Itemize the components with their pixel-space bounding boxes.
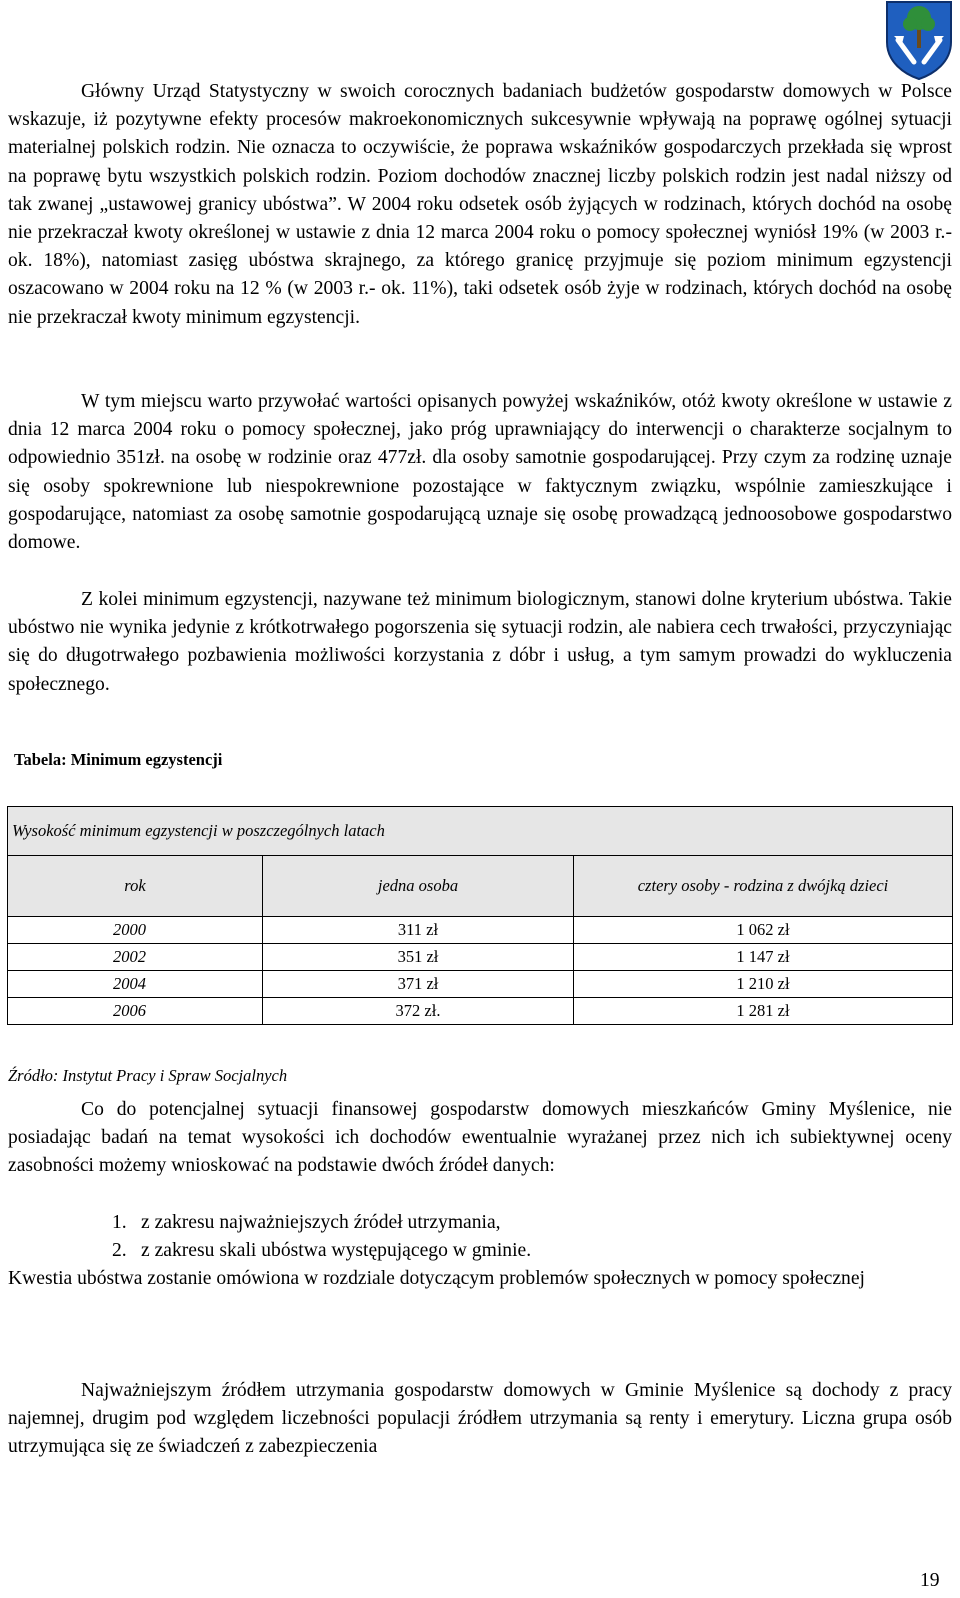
cell-four-persons: 1 147 zł	[574, 944, 953, 971]
minimum-table	[7, 806, 953, 1025]
cell-year: 2002	[8, 944, 263, 971]
list-item-text: z zakresu skali ubóstwa występującego w gminie.	[141, 1240, 532, 1262]
table-row	[8, 944, 953, 971]
table-row	[8, 971, 953, 998]
table-header-row	[8, 856, 953, 917]
list-item	[112, 1209, 531, 1237]
paragraph-finances-text: Co do potencjalnej sytuacji finansowej gospodarstw domowych mieszkańców Gminy Myślenice, nie posiadając badań na temat wysokości ich dochodów ewentualnie wyrażanej przez nich ich subiektywnej oceny zasobności możemy wnioskować na podstawie dwóch źródeł danych:	[8, 1099, 952, 1177]
paragraph-minimum	[8, 586, 952, 699]
list-item-number: 2.	[112, 1240, 127, 1262]
table-row	[8, 998, 953, 1025]
cell-one-person: 311 zł	[263, 917, 574, 944]
sources-list	[112, 1209, 531, 1265]
cell-one-person: 371 zł	[263, 971, 574, 998]
cell-four-persons: 1 210 zł	[574, 971, 953, 998]
paragraph-poverty-note	[8, 1265, 952, 1293]
page-number: 19	[920, 1570, 940, 1591]
paragraph-thresholds	[8, 388, 952, 557]
paragraph-finances	[8, 1096, 952, 1181]
coat-of-arms-logo	[884, 0, 954, 80]
cell-one-person: 372 zł.	[263, 998, 574, 1025]
cell-four-persons: 1 281 zł	[574, 998, 953, 1025]
paragraph-thresholds-text: W tym miejscu warto przywołać wartości opisanych powyżej wskaźników, otóż kwoty określone w ustawie z dnia 12 marca 2004 roku o pomocy społecznej, jako próg uprawniający do interwencji o charakterze socjalnym to odpowiednio 351zł. na osobę w rodzinie oraz 477zł. dla osoby samotnie gospodarującej. Przy czym za rodzinę uznaje się osoby spokrewnione lub niespokrewnione pozostające w faktycznym związku, wspólnie zamieszkujące i gospodarujące, natomiast za osobę samotnie gospodarującą uznaje się osobę prowadzącą jednoosobowe gospodarstwo domowe.	[8, 391, 952, 554]
header-year: rok	[8, 856, 263, 917]
cell-year: 2000	[8, 917, 263, 944]
paragraph-intro-text: Główny Urząd Statystyczny w swoich corocznych badaniach budżetów gospodarstw domowych w Polsce wskazuje, iż pozytywne efekty procesów makroekonomicznych sukcesywnie wpływają na poprawę ogólnej sytuacji materialnej polskich rodzin. Nie oznacza to oczywiście, że poprawa wskaźników gospodarczych przekłada się wprost na poprawę bytu wszystkich polskich rodzin. Poziom dochodów znacznej liczby polskich rodzin jest nadal niższy od tak zwanej „ustawowej granicy ubóstwa”. W 2004 roku odsetek osób żyjących w rodzinach, których dochód na osobę nie przekraczał kwoty określonej w ustawie z dnia 12 marca 2004 roku o pomocy społecznej wyniósł 19% (w 2003 r.- ok. 18%), natomiast zasięg ubóstwa skrajnego, za którego granicę przyjmuje się poziom minimum egzystencji oszacowano w 2004 roku na 12 % (w 2003 r.- ok. 11%), taki odsetek osób żyje w rodzinach, których dochód na osobę nie przekraczał kwoty minimum egzystencji.	[8, 81, 952, 328]
table-caption: Wysokość minimum egzystencji w poszczególnych latach	[8, 807, 953, 856]
paragraph-income-sources	[8, 1377, 952, 1462]
cell-four-persons: 1 062 zł	[574, 917, 953, 944]
table-row	[8, 917, 953, 944]
cell-year: 2006	[8, 998, 263, 1025]
list-item-number: 1.	[112, 1212, 127, 1233]
cell-one-person: 351 zł	[263, 944, 574, 971]
cell-year: 2004	[8, 971, 263, 998]
list-item	[112, 1237, 531, 1265]
paragraph-intro	[8, 78, 952, 332]
list-item-text: z zakresu najważniejszych źródeł utrzymania,	[141, 1212, 501, 1233]
paragraph-income-sources-text: Najważniejszym źródłem utrzymania gospodarstw domowych w Gminie Myślenice są dochody z pracy najemnej, drugim pod względem liczebności populacji źródłem utrzymania są renty i emerytury. Liczna grupa osób utrzymująca się ze świadczeń z zabezpieczenia	[8, 1380, 952, 1458]
header-four-persons: cztery osoby - rodzina z dwójką dzieci	[574, 856, 953, 917]
paragraph-minimum-text: Z kolei minimum egzystencji, nazywane też minimum biologicznym, stanowi dolne kryterium ubóstwa. Takie ubóstwo nie wynika jedynie z krótkotrwałego pogorszenia się sytuacji rodzin, ale nabiera cech trwałości, przyczyniając się do długotrwałego pozbawienia możliwości korzystania z dóbr i usług, a tym samym prowadzi do wykluczenia społecznego.	[8, 589, 952, 695]
header-one-person: jedna osoba	[263, 856, 574, 917]
table-source: Źródło: Instytut Pracy i Spraw Socjalnych	[8, 1066, 288, 1085]
paragraph-poverty-note-text: Kwestia ubóstwa zostanie omówiona w rozdziale dotyczącym problemów społecznych w pomocy społecznej	[8, 1268, 865, 1289]
table-title: Tabela: Minimum egzystencji	[14, 750, 223, 769]
